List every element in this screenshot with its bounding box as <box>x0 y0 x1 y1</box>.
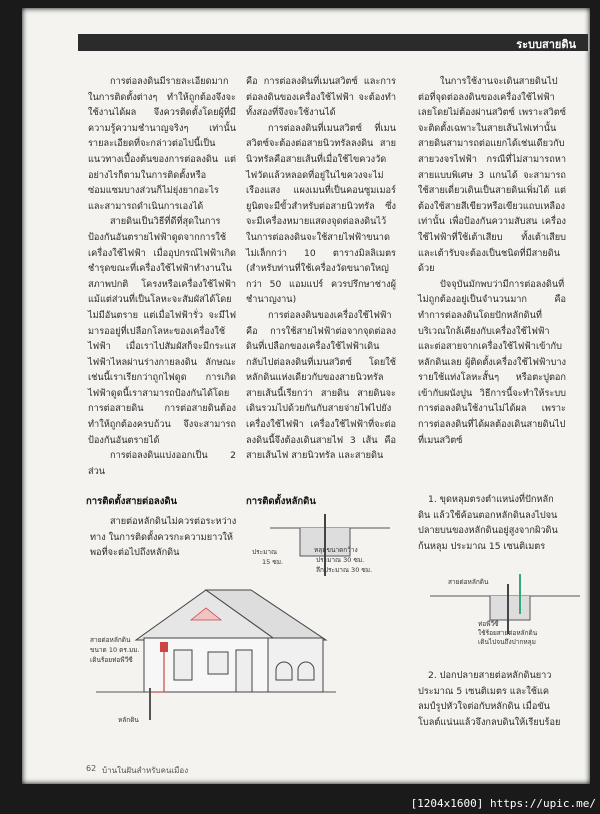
rod-wire-label: สายต่อหลักดิน <box>448 578 489 586</box>
page-number: 62 <box>86 764 97 773</box>
pipe-label-2: ใช้ร้อยสายต่อหลักดิน <box>478 629 538 637</box>
ground-wire-section-title: การติดตั้งสายต่อลงดิน <box>86 496 178 507</box>
text-column-3 <box>418 74 566 448</box>
paragraph: ปัจจุบันมักพบว่ามีการต่อลงดินที่ไม่ถูกต้องอยู่เป็นจำนวนมาก คือทำการต่อลงดินโดยปักหลักดินที่บริเวณใกล้เคียงกับเครื่องใช้ไฟฟ้า และต่อสายจากเครื่องใช้ไฟฟ้าเข้ากับหลักดินเลย ผู้ติดตั้งเครื่องใช้ไฟฟ้าบางรายใช้แท่งโลหะสั้นๆ หรือตะปูตอกเข้ากับผนังปูน วิธีการนี้จะทำให้ระบบการต่อลงดินใช้งานไม่ได้ผล เพราะการต่อลงดินที่ได้ผลต้องเดินสายดินไปที่เมนสวิตซ์ <box>418 278 566 446</box>
section-header-title: ระบบสายดิน <box>516 38 576 51</box>
house-wire-label: สายต่อหลักดิน <box>90 636 131 644</box>
paragraph: การต่อลงดินที่เมนสวิตซ์ ที่เมนสวิตซ์จะต้องต่อสายนิวทรัลลงดิน สายนิวทรัลคือสายเส้นที่เมื่อใช้ไขควงวัดไฟวัดแล้วหลอดที่อยู่ในไขควงจะไม่เรืองแสง แผงเมนที่เป็นคอนซูมเมอร์ยูนิตจะมีขั้วสำหรับต่อสายนิวทรัล ซึ่งจะมีเครื่องหมายแสดงจุดต่อลงดินไว้ ในการต่อลงดินจะใช้สายไฟฟ้าขนาดไม่เล็กกว่า 10 ตารางมิลลิเมตร (สำหรับท่านที่ใช้เครื่องวัดขนาดใหญ่กว่า 50 แอมแปร์ ควรปรึกษาช่างผู้ชำนาญงาน) <box>246 122 396 306</box>
house-ground-illustration <box>86 580 346 730</box>
step-1-text: 1. ขุดหลุมตรงตำแหน่งที่ปักหลักดิน แล้วใช้ค้อนตอกหลักดินลงไปจนปลายบนของหลักดินอยู่สูงจากผิวดินก้นหลุม ประมาณ 15 เซนติเมตร <box>418 494 558 552</box>
text-column-2 <box>246 74 396 464</box>
ground-wire-section-text: สายต่อหลักดินไม่ควรต่อระหว่างทาง ในการติดตั้งควรกะความยาวให้พอที่จะต่อไปถึงหลักดิน <box>90 516 237 559</box>
step-2-text: 2. ปอกปลายสายต่อหลักดินยาวประมาณ 5 เซนติเมตร และใช้แคลมป์รูปหัวใจต่อกับหลักดิน เมื่อขันโบลต์แน่นแล้วจึงกลบดินให้เรียบร้อย <box>418 670 561 728</box>
pipe-label-3: เดินไปจนถึงปากหลุม <box>478 638 536 646</box>
text-column-1 <box>88 74 236 479</box>
paragraph: การต่อลงดินของเครื่องใช้ไฟฟ้า คือ การใช้สายไฟฟ้าต่อจากจุดต่อลงดินที่เปลือกของเครื่องใช้ไฟฟ้าเดินกลับไปต่อลงดินที่เมนสวิตซ์ โดยใช้หลักดินแห่งเดียวกับของสายนิวทรัล สายเส้นนี้เรียกว่า สายดิน สายดินจะเดินรวมไปด้วยกันกับสายจ่ายไฟไปยังเครื่องใช้ไฟฟ้า เครื่องใช้ไฟฟ้าที่จะต่อลงดินนี้จึงต้องเดินสายไฟ 3 เส้น คือ สายเส้นไฟ สายนิวทรัล และสายดิน <box>246 309 396 462</box>
ground-rod-label: หลักดิน <box>118 716 139 724</box>
ground-rod-section-title: การติดตั้งหลักดิน <box>246 496 316 507</box>
pipe-label-1: ท่อพีวีซี <box>478 620 499 628</box>
paragraph: สายดินเป็นวิธีที่ดีที่สุดในการป้องกันอันตรายไฟฟ้าดูดจากการใช้เครื่องใช้ไฟฟ้า เมื่ออุปกรณ์ไฟฟ้าเกิดชำรุดขณะที่เครื่องใช้ไฟฟ้าทำงานในสภาพปกติ โครงหรือเครื่องใช้ไฟฟ้าแม้แต่ส่วนที่เป็นโลหะจะสัมผัสได้โดยไม่มีอันตราย แต่เมื่อไฟฟ้ารั่ว จะมีไฟมารออยู่ที่เปลือกโลหะของเครื่องใช้ไฟฟ้า เมื่อเราไปสัมผัสก็จะมีกระแสไฟฟ้าไหลผ่านร่างกายลงดิน ลักษณะเช่นนี้เราเรียกว่าถูกไฟดูด การเกิดไฟฟ้าดูดนี้เราสามารถป้องกันได้โดยการต่อสายดิน การต่อสายดินต้องทำให้ถูกต้องครบถ้วน จึงจะสามารถป้องกันอันตรายได้ <box>88 216 236 446</box>
house-wire-spec-1: ขนาด 10 ตร.มม. <box>90 646 140 654</box>
paragraph: คือ การต่อลงดินที่เมนสวิตซ์ และการต่อลงดินของเครื่องใช้ไฟฟ้า จะต้องทำทั้งสองที่จึงจะใช้งานได้ <box>246 76 396 119</box>
hole-label-3: ลึกประมาณ 30 ซม. <box>316 566 373 574</box>
paragraph: การต่อลงดินแบ่งออกเป็น 2 ส่วน <box>88 450 236 477</box>
depth-label: ประมาณ <box>252 548 278 556</box>
house-wire-spec-2: เดินร้อยท่อพีวีซี <box>90 656 133 664</box>
magazine-name: บ้านในฝันสำหรับคนเมือง <box>102 766 189 775</box>
hole-label-1: หลุมขนาดกว้าง <box>314 546 358 554</box>
hole-label-2: ประมาณ 30 ซม. <box>316 556 365 564</box>
depth-value: 15 ซม. <box>262 558 284 566</box>
paragraph: ในการใช้งานจะเดินสายดินไปต่อที่จุดต่อลงดินของเครื่องใช้ไฟฟ้าเลยโดยไม่ต้องผ่านสวิตซ์ เพราะสวิตซ์จะติดตั้งเฉพาะในสายเส้นไฟเท่านั้น สายดินสามารถต่อแยกได้เช่นเดียวกับสายวงจรไฟฟ้า กรณีที่ไม่สามารถหาสายแบบพิเศษ 3 แกนได้ จะสามารถใช้สายเดี่ยวเดินเป็นสายดินเพิ่มได้ แต่ต้องใช้สายสีเขียวหรือเขียวแถบเหลืองเท่านั้น เพื่อป้องกันความสับสน เครื่องใช้ไฟฟ้าที่ใช้เต้าเสียบ ทั้งเต้าเสียบและเต้ารับจะต้องเป็นชนิดที่มีสายดินด้วย <box>418 76 566 275</box>
paragraph: การต่อลงดินมีรายละเอียดมากในการติดตั้งต่างๆ ทำให้ถูกต้องจึงจะใช้งานได้ผล จึงควรติดตั้งโดยผู้ที่มีความรู้ความชำนาญจริงๆ เท่านั้น รายละเอียดที่จะกล่าวต่อไปนี้เป็นแนวทางเบื้องต้นของการต่อลงดิน แต่อย่างไรก็ตามในการติดตั้งหรือซ่อมแซมบางส่วนก็ไม่ยุ่งยากอะไร และสามารถดำเนินการเองได้ <box>88 76 236 212</box>
section-header-bar <box>78 34 588 51</box>
image-caption: [1204x1600] https://upic.me/ <box>410 797 596 810</box>
